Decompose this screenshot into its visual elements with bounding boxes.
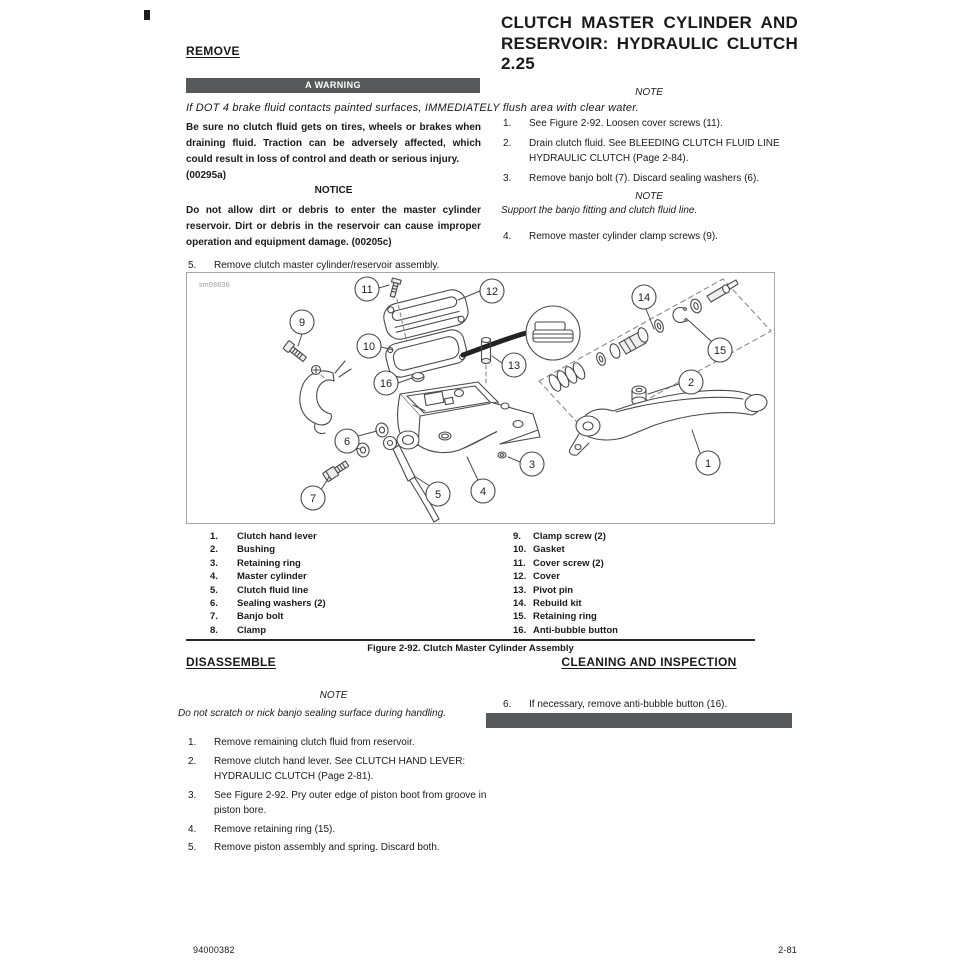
print-artifact [144,10,150,20]
callout-1 [696,451,720,475]
reservoir-hose [463,333,526,355]
step-number: 4. [188,823,197,835]
part-number: 6. [210,598,218,610]
list-item [501,171,797,187]
part-label: Clamp screw (2) [533,531,606,542]
callout-4 [471,479,495,503]
callout-number: 2 [687,377,695,389]
legend-row [210,624,500,637]
legend-row [513,610,773,623]
callout-number: 15 [713,345,727,357]
master-cylinder-part [397,382,540,453]
step-text: Remove clutch hand lever. See CLUTCH HAND LEVER: HYDRAULIC CLUTCH (Page 2-81). [214,755,466,782]
figure-caption: Figure 2-92. Clutch Master Cylinder Assembly [367,643,574,654]
legend-row [513,584,773,597]
part-label: Clutch hand lever [237,531,317,542]
callout-number: 9 [298,317,306,329]
legend-row [210,557,500,570]
callout-11 [355,277,379,301]
legend-row [210,570,500,583]
callout-number: 10 [362,341,376,353]
inset-detail [526,306,580,360]
list-item [501,697,801,713]
callout-12 [480,279,504,303]
part-label: Pivot pin [533,584,574,596]
page-title [501,13,798,75]
callouts [290,277,732,510]
part-label: Cover [533,571,560,583]
part-number: 4. [210,571,218,583]
callout-13 [502,353,526,377]
callout-number: 7 [309,493,317,505]
disassemble-steps [186,735,491,860]
figure-watermark: sm08636 [199,282,230,289]
legend-row [210,610,500,623]
part-label: Anti-bubble button [533,624,618,636]
part-number: 8. [210,624,218,636]
legend-row [513,570,773,583]
list-item [186,788,491,819]
remove-heading: REMOVE [186,44,240,58]
part-label: Gasket [533,544,565,556]
part-number: 12. [513,571,527,583]
warning-paragraph [186,120,481,184]
warning-banner-empty [486,713,792,728]
part-number: 14. [513,598,527,610]
callout-number: 12 [485,286,499,298]
warning-code: (00295a) [186,170,227,181]
step-text: See Figure 2-92. Pry outer edge of piston boot from groove in piston bore. [214,789,487,816]
legend-row [513,557,773,570]
callout-number: 16 [379,378,393,390]
step-number: 5. [188,260,197,271]
list-item [501,116,797,132]
part-number: 9. [513,531,521,542]
callout-number: 14 [637,292,651,304]
hand-lever-part [569,390,768,455]
step-text: Remove retaining ring (15). [214,823,336,835]
list-item [501,136,797,167]
callout-number: 13 [507,360,521,372]
list-item [186,822,491,838]
step-number: 2. [188,755,197,767]
caption-rule [186,639,755,641]
step-number: 2. [503,137,512,149]
retaining-ring-part [498,452,506,458]
callout-2 [679,370,703,394]
parts-legend-right [513,530,773,637]
part-number: 10. [513,544,527,556]
parts-legend-left [210,530,500,637]
leader-lines [298,285,711,490]
figure-2-92 [186,272,775,524]
callout-number: 5 [434,489,442,501]
remove-steps [501,116,797,249]
part-label: Bushing [237,544,275,556]
legend-row [513,543,773,556]
part-number: 13. [513,584,527,596]
note-label-disassemble: NOTE [319,690,348,701]
list-item [186,735,491,751]
step-number: 3. [503,172,512,184]
note-text-banjo: Support the banjo fitting and clutch fluid line. [501,205,698,216]
legend-row [513,624,773,637]
list-item [501,229,797,245]
callout-7 [301,486,325,510]
warning-italic-line: If DOT 4 brake fluid contacts painted surfaces, IMMEDIATELY flush area with clear water. [186,102,639,114]
part-number: 15. [513,611,527,623]
callout-9 [290,310,314,334]
step-text: If necessary, remove anti-bubble button (16). [529,699,728,710]
footer-part-number: 94000382 [193,945,235,955]
callout-number: 11 [361,284,373,296]
step-text: Remove remaining clutch fluid from reservoir. [214,737,415,748]
legend-row [210,597,500,610]
part-number: 7. [210,611,218,623]
part-number: 1. [210,531,218,542]
step-text: Remove piston assembly and spring. Discard both. [214,842,440,853]
part-number: 2. [210,544,218,556]
step-text: Remove banjo bolt (7). Discard sealing washers (6). [529,172,760,184]
part-label: Retaining ring [237,557,301,569]
legend-row [210,543,500,556]
notice-text: Do not allow dirt or debris to enter the master cylinder reservoir. Dirt or debris in the reservoir can cause improper operation and equipment damage. (00205c) [186,205,481,248]
footer-page-number: 2-81 [778,945,797,955]
note-label-remove: NOTE [635,87,663,98]
legend-row [210,530,500,543]
callout-14 [632,285,656,309]
part-label: Retaining ring [533,611,597,623]
anti-bubble-button-part [412,373,424,382]
clamp-part [300,361,351,434]
part-number: 16. [513,624,527,636]
step-text: Remove clutch master cylinder/reservoir assembly. [214,260,440,271]
step-number: 3. [188,789,197,801]
callout-number: 4 [479,486,487,498]
callout-6 [335,429,359,453]
disassemble-heading: DISASSEMBLE [186,655,276,669]
page-title-line3: 2.25 [501,54,535,73]
part-number: 3. [210,557,218,569]
warning-banner: A WARNING [186,78,480,93]
list-item [186,840,491,856]
step-number: 6. [503,699,512,710]
step-number: 5. [188,842,197,853]
part-label: Sealing washers (2) [237,598,326,610]
list-item [186,754,491,785]
legend-row [210,584,500,597]
step-number: 4. [503,231,512,242]
note-label-banjo: NOTE [635,191,663,202]
cleaning-heading: CLEANING AND INSPECTION [561,655,737,669]
callout-number: 3 [528,459,536,471]
part-label: Cover screw (2) [533,557,604,569]
callout-number: 1 [704,458,712,470]
clamp-screw-part [283,340,328,381]
part-label: Clutch fluid line [237,584,309,596]
callout-3 [520,452,544,476]
step-number: 1. [503,118,512,129]
callout-16 [374,371,398,395]
callout-15 [708,338,732,362]
part-label: Rebuild kit [533,598,582,610]
step-text: Remove master cylinder clamp screws (9). [529,231,718,242]
part-number: 5. [210,584,218,596]
step-text: Drain clutch fluid. See BLEEDING CLUTCH FLUID LINE HYDRAULIC CLUTCH (Page 2-84). [529,137,780,164]
page-title-line2: RESERVOIR: HYDRAULIC CLUTCH [501,33,798,53]
part-number: 11. [513,557,526,569]
callout-10 [357,334,381,358]
legend-row [513,530,773,543]
callout-number: 6 [343,436,351,448]
part-label: Master cylinder [237,571,307,583]
part-label: Banjo bolt [237,611,284,623]
banjo-bolt-part [323,459,350,482]
notice-label: NOTICE [314,185,353,196]
note-text-disassemble: Do not scratch or nick banjo sealing surface during handling. [178,708,446,719]
legend-row [513,597,773,610]
part-label: Clamp [237,624,267,636]
exploded-diagram [187,273,774,523]
step-number: 1. [188,737,197,748]
callout-5 [426,482,450,506]
warning-text: Be sure no clutch fluid gets on tires, wheels or brakes when draining fluid. Traction can be adversely affected, which could result in loss of control and death or serious injury. [186,122,481,165]
step-text: See Figure 2-92. Loosen cover screws (11). [529,118,723,129]
page-title-line1: CLUTCH MASTER CYLINDER AND [501,13,798,32]
